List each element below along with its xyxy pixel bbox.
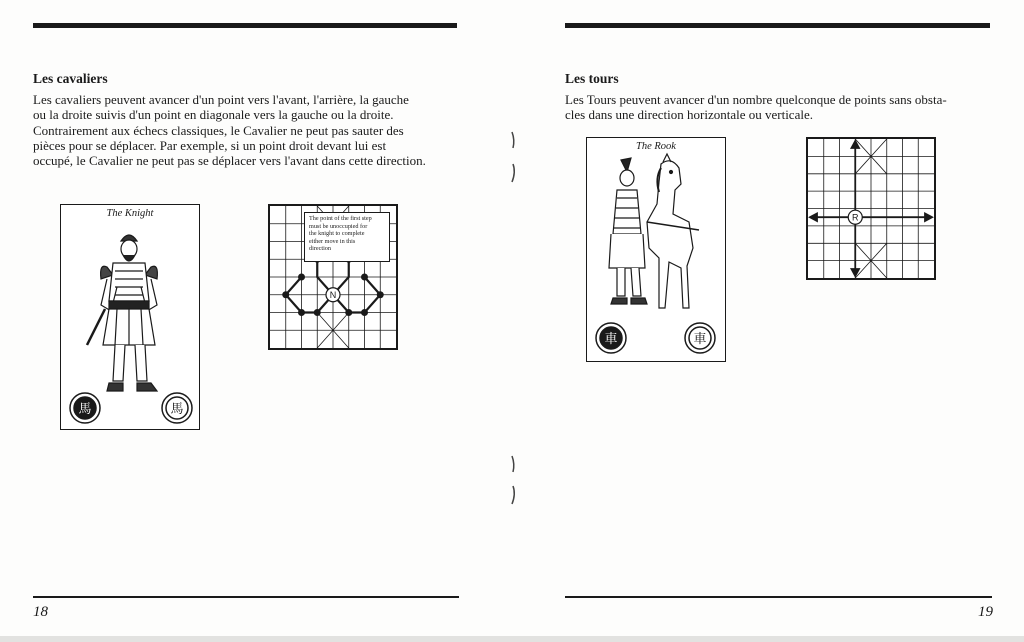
knight-piece-glyph-light: 馬 <box>170 402 184 417</box>
left-heading: Les cavaliers <box>33 71 108 86</box>
right-heading: Les tours <box>565 71 619 86</box>
rook-move-diagram <box>806 137 936 280</box>
note-line: The point of the first step <box>309 215 372 222</box>
binding-mark-top <box>508 128 518 188</box>
knight-piece-glyph-dark: 馬 <box>78 402 92 417</box>
right-bottom-rule <box>565 596 992 598</box>
binding-mark-bottom <box>508 452 518 512</box>
rook-board-grid <box>808 139 934 278</box>
knight-diagram-note <box>304 212 390 262</box>
note-line: the knight to complete <box>309 230 365 237</box>
left-top-rule <box>33 23 457 28</box>
rook-piece-glyph-dark: 車 <box>604 332 618 347</box>
left-paragraph-line: pièces pour se déplacer. Par exemple, si un point droit devant lui est <box>33 137 387 153</box>
rook-warrior-horse-illustration <box>587 138 724 360</box>
right-paragraph-line: Les Tours peuvent avancer d'un nombre quelconque de points sans obsta- <box>565 92 947 107</box>
right-page-number: 19 <box>978 604 993 620</box>
left-paragraph-line: Les cavaliers peuvent avancer d'un point vers l'avant, l'arrière, la gauche <box>33 92 409 107</box>
rook-piece-marker: R <box>852 212 859 223</box>
knight-piece-marker: N <box>329 290 337 300</box>
left-paragraph-line: ou la droite suivis d'un point en diagonale vers la gauche ou la droite. <box>33 107 394 123</box>
rook-piece-glyph-light: 車 <box>693 332 707 347</box>
note-line: direction <box>309 245 331 252</box>
note-line: must be unoccupied for <box>309 222 368 230</box>
left-paragraph-line: Contrairement aux échecs classiques, le Cavalier ne peut pas sauter des <box>33 122 404 138</box>
right-top-rule <box>565 23 990 28</box>
left-paragraph-line: occupé, le Cavalier ne peut pas se déplacer vers l'avant dans cette direction. <box>33 153 426 169</box>
right-paragraph-line: cles dans une direction horizontale ou verticale. <box>565 107 813 123</box>
knight-card-title: The Knight <box>106 208 154 219</box>
left-page-number: 18 <box>33 604 48 620</box>
note-line: either move in this <box>309 237 356 245</box>
rook-card-title: The Rook <box>636 141 676 152</box>
knight-move-diagram <box>268 204 398 350</box>
right-paragraph <box>565 92 947 123</box>
knight-card <box>60 204 200 430</box>
rook-card <box>586 137 726 362</box>
spread-bottom-edge <box>0 636 1024 642</box>
knight-chess-piece-icons <box>61 205 198 428</box>
left-paragraph <box>33 92 426 168</box>
left-bottom-rule <box>33 596 459 598</box>
